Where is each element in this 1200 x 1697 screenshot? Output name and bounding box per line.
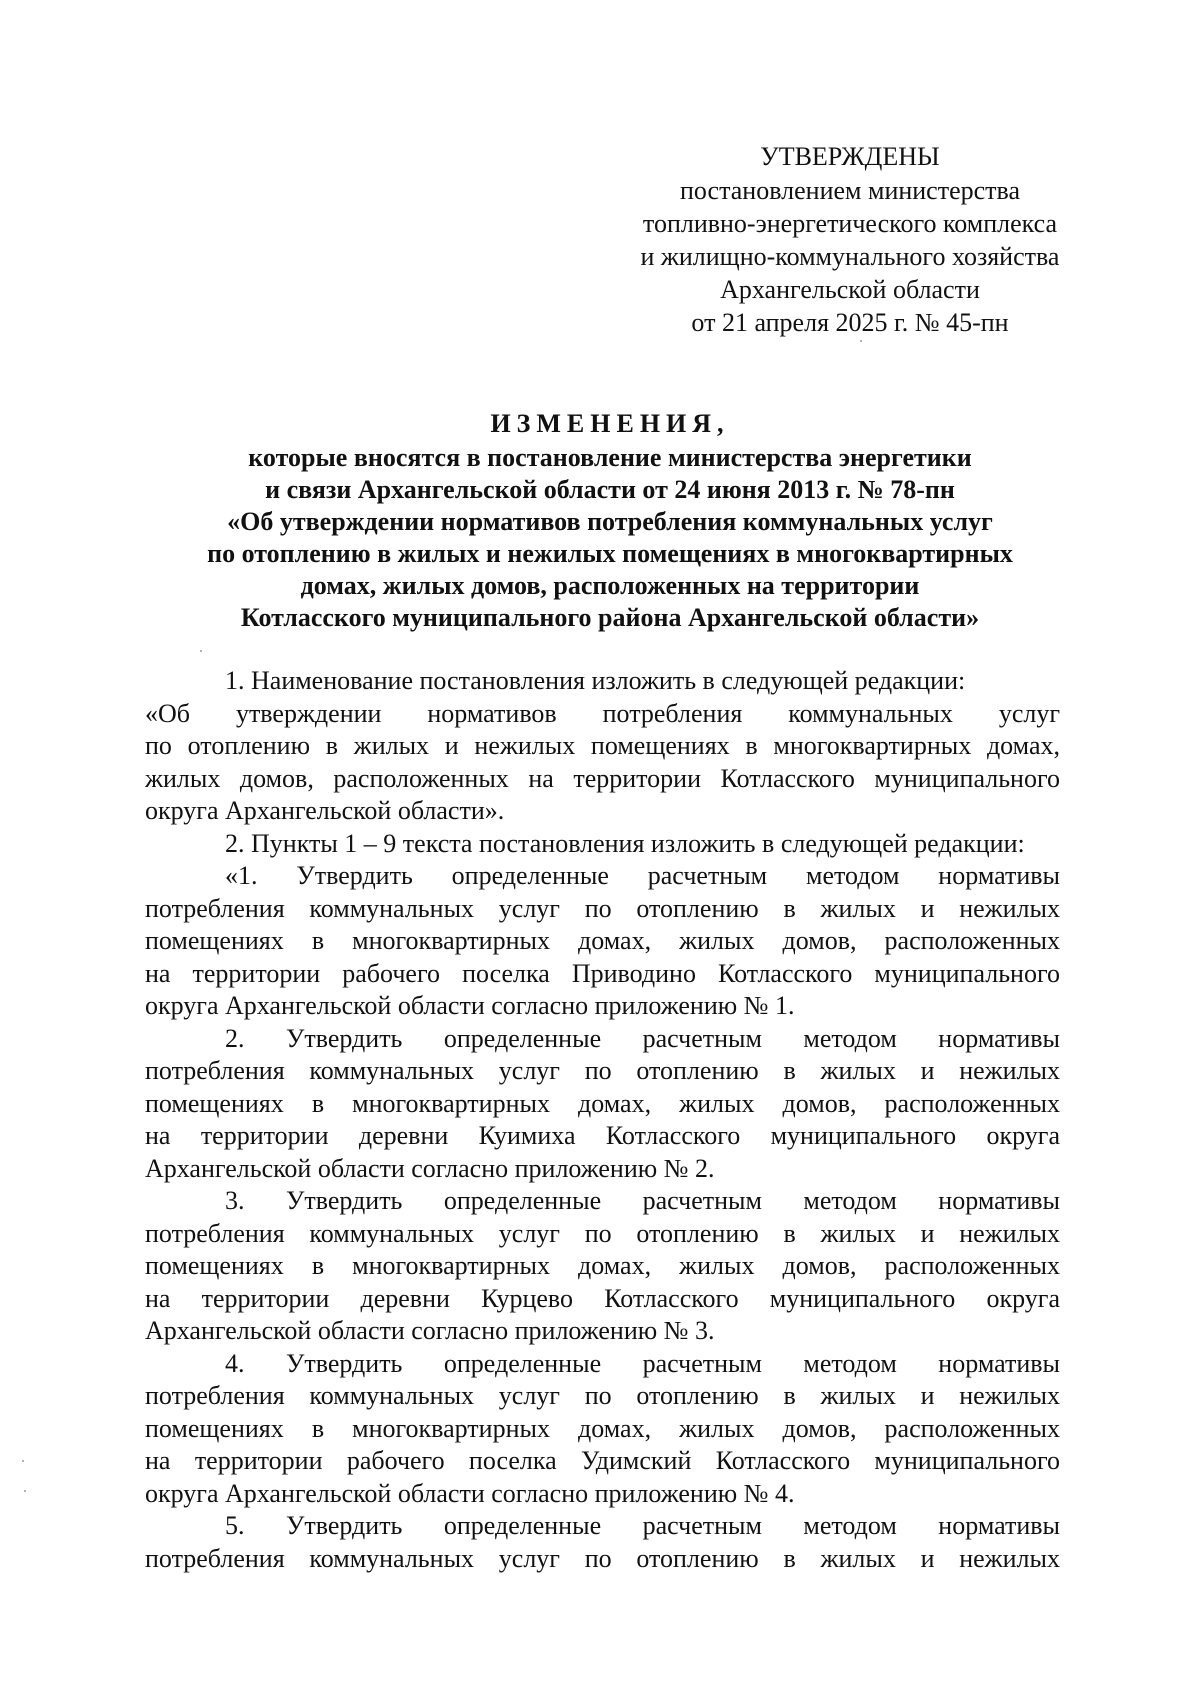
- title-line: Котласского муниципального района Архангельской области»: [240, 603, 980, 632]
- body-line: Архангельской области согласно приложению № 2.: [145, 1153, 715, 1183]
- body-line: 3. Утвердить определенные расчетным методом нормативы: [225, 1186, 1060, 1215]
- title-line: и связи Архангельской области от 24 июня 2013 г. № 78-пн: [265, 475, 955, 504]
- body-line: потребления коммунальных услуг по отоплению в жилых и нежилых: [145, 1056, 1060, 1085]
- scan-speck: [22, 1460, 24, 1462]
- body-line: на территории деревни Курцево Котласского муниципального округа: [145, 1283, 1060, 1313]
- body-line: округа Архангельской области согласно приложению № 1.: [145, 991, 795, 1020]
- body-line: 5. Утвердить определенные расчетным методом нормативы: [225, 1511, 1060, 1540]
- body-line: округа Архангельской области согласно приложению № 4.: [145, 1478, 795, 1508]
- body-line: Архангельской области согласно приложению № 3.: [145, 1316, 715, 1345]
- title-line: которые вносятся в постановление министерства энергетики: [248, 443, 972, 472]
- body-line: «1. Утвердить определенные расчетным методом нормативы: [225, 861, 1060, 890]
- approval-line: и жилищно-коммунального хозяйства: [640, 242, 1060, 271]
- body-line: помещениях в многоквартирных домах, жилых домов, расположенных: [145, 926, 1060, 955]
- body-line: 2. Пункты 1 – 9 текста постановления изложить в следующей редакции:: [225, 828, 1025, 858]
- body-line: «Об утверждении нормативов потребления коммунальных услуг: [145, 698, 1060, 728]
- scan-speck: [24, 1490, 26, 1492]
- approval-line: Архангельской области: [720, 275, 980, 304]
- body-line: жилых домов, расположенных на территории Котласского муниципального: [145, 763, 1060, 793]
- body-line: помещениях в многоквартирных домах, жилых домов, расположенных: [145, 1413, 1060, 1443]
- body-line: помещениях в многоквартирных домах, жилых домов, расположенных: [145, 1088, 1060, 1118]
- approval-line: топливно-энергетического комплекса: [642, 209, 1058, 238]
- document-body: [145, 665, 1060, 1575]
- body-line: потребления коммунальных услуг по отоплению в жилых и нежилых: [145, 1218, 1060, 1248]
- body-line: на территории деревни Куимиха Котласского муниципального округа: [145, 1121, 1060, 1150]
- body-line: 1. Наименование постановления изложить в следующей редакции:: [225, 666, 966, 695]
- approval-line: от 21 апреля 2025 г. № 45-пн: [691, 308, 1009, 337]
- body-line: на территории рабочего поселка Приводино Котласского муниципального: [145, 958, 1060, 988]
- body-line: 2. Утвердить определенные расчетным методом нормативы: [225, 1023, 1060, 1053]
- body-line: потребления коммунальных услуг по отоплению в жилых и нежилых: [145, 1381, 1060, 1410]
- body-line: округа Архангельской области».: [145, 796, 505, 825]
- body-line: по отоплению в жилых и нежилых помещениях в многоквартирных домах,: [145, 731, 1060, 760]
- title-line: «Об утверждении нормативов потребления коммунальных услуг: [227, 507, 993, 536]
- body-line: на территории рабочего поселка Удимский Котласского муниципального: [145, 1446, 1060, 1475]
- approval-stamp-block: [560, 140, 1140, 339]
- body-line: 4. Утвердить определенные расчетным методом нормативы: [225, 1348, 1060, 1378]
- approval-heading: УТВЕРЖДЕНЫ: [760, 142, 940, 171]
- title-heading: ИЗМЕНЕНИЯ,: [490, 409, 730, 438]
- title-line: по отоплению в жилых и нежилых помещениях в многоквартирных: [207, 539, 1013, 568]
- scan-speck: [200, 650, 202, 652]
- approval-line: постановлением министерства: [679, 176, 1021, 205]
- scan-speck: [860, 340, 862, 342]
- body-line: помещениях в многоквартирных домах, жилых домов, расположенных: [145, 1251, 1060, 1280]
- body-line: потребления коммунальных услуг по отоплению в жилых и нежилых: [145, 893, 1060, 923]
- title-line: домах, жилых домов, расположенных на территории: [300, 571, 920, 600]
- document-title: [120, 408, 1100, 634]
- body-line: потребления коммунальных услуг по отоплению в жилых и нежилых: [145, 1543, 1060, 1573]
